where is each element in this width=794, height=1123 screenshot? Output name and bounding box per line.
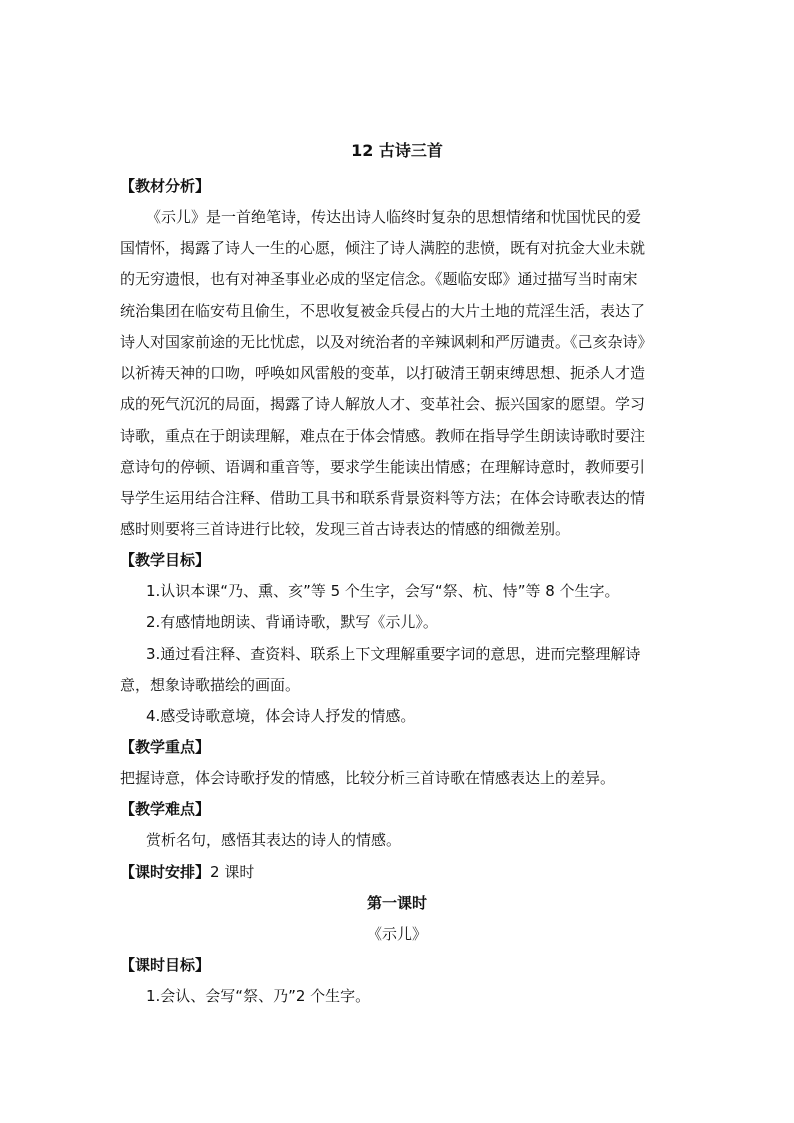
analysis-line: 诗人对国家前途的无比忧虑，以及对统治者的辛辣讽刺和严厉谴责。《己亥杂诗》 — [120, 333, 653, 351]
page-title: 12 古诗三首 — [351, 141, 443, 160]
analysis-line: 诗歌，重点在于朗读理解，难点在于体会情感。教师在指导学生朗读诗歌时要注 — [120, 427, 646, 445]
analysis-line: 意诗句的停顿、语调和重音等，要求学生能读出情感；在理解诗意时，教师要引 — [120, 458, 646, 476]
lesson-goal-item: 1.会认、会写“祭、乃”2 个生字。 — [146, 987, 371, 1005]
goal-item: 2.有感情地朗读、背诵诗歌，默写《示儿》。 — [146, 613, 438, 631]
analysis-line: 国情怀，揭露了诗人一生的心愿，倾注了诗人满腔的悲愤，既有对抗金大业未就 — [120, 239, 646, 257]
lesson-title: 第一课时 — [366, 894, 427, 912]
lesson-poem: 《示儿》 — [366, 925, 427, 943]
analysis-line: 统治集团在临安苟且偷生，不思收复被金兵侵占的大片土地的荒淫生活，表达了 — [120, 302, 646, 320]
analysis-line: 成的死气沉沉的局面，揭露了诗人解放人才、变革社会、振兴国家的愿望。学习 — [120, 395, 646, 413]
goal-item: 1.认识本课“乃、熏、亥”等 5 个生字，会写“祭、杭、恃”等 8 个生字。 — [146, 582, 620, 600]
goal-item: 4.感受诗歌意境，体会诗人抒发的情感。 — [146, 707, 416, 725]
analysis-line: 的无穷遗恨，也有对神圣事业必成的坚定信念。《题临安邸》通过描写当时南宋 — [120, 270, 638, 288]
analysis-line: 《示儿》是一首绝笔诗，传达出诗人临终时复杂的思想情绪和忧国忧民的爱 — [146, 208, 642, 226]
difficulty-text: 赏析名句，感悟其表达的诗人的情感。 — [146, 831, 402, 849]
key-text: 把握诗意，体会诗歌抒发的情感，比较分析三首诗歌在情感表达上的差异。 — [120, 769, 616, 787]
schedule-line — [120, 862, 254, 882]
analysis-heading: 【教材分析】 — [120, 177, 211, 195]
goal-item-continuation: 意，想象诗歌描绘的画面。 — [120, 676, 301, 694]
analysis-line: 导学生运用结合注释、借助工具书和联系背景资料等方法；在体会诗歌表达的情 — [120, 489, 646, 507]
analysis-line: 以祈祷天神的口吻，呼唤如风雷般的变革，以打破清王朝束缚思想、扼杀人才造 — [120, 364, 646, 382]
key-heading: 【教学重点】 — [120, 738, 211, 756]
difficulty-heading: 【教学难点】 — [120, 800, 211, 818]
goal-item: 3.通过看注释、查资料、联系上下文理解重要字词的意思，进而完整理解诗 — [146, 645, 641, 663]
analysis-line: 感时则要将三首诗进行比较，发现三首古诗表达的情感的细微差别。 — [120, 520, 571, 538]
schedule-text: 2 课时 — [210, 863, 255, 881]
lesson-goals-heading: 【课时目标】 — [120, 956, 211, 974]
schedule-heading: 【课时安排】 — [120, 863, 211, 881]
goals-heading: 【教学目标】 — [120, 551, 211, 569]
